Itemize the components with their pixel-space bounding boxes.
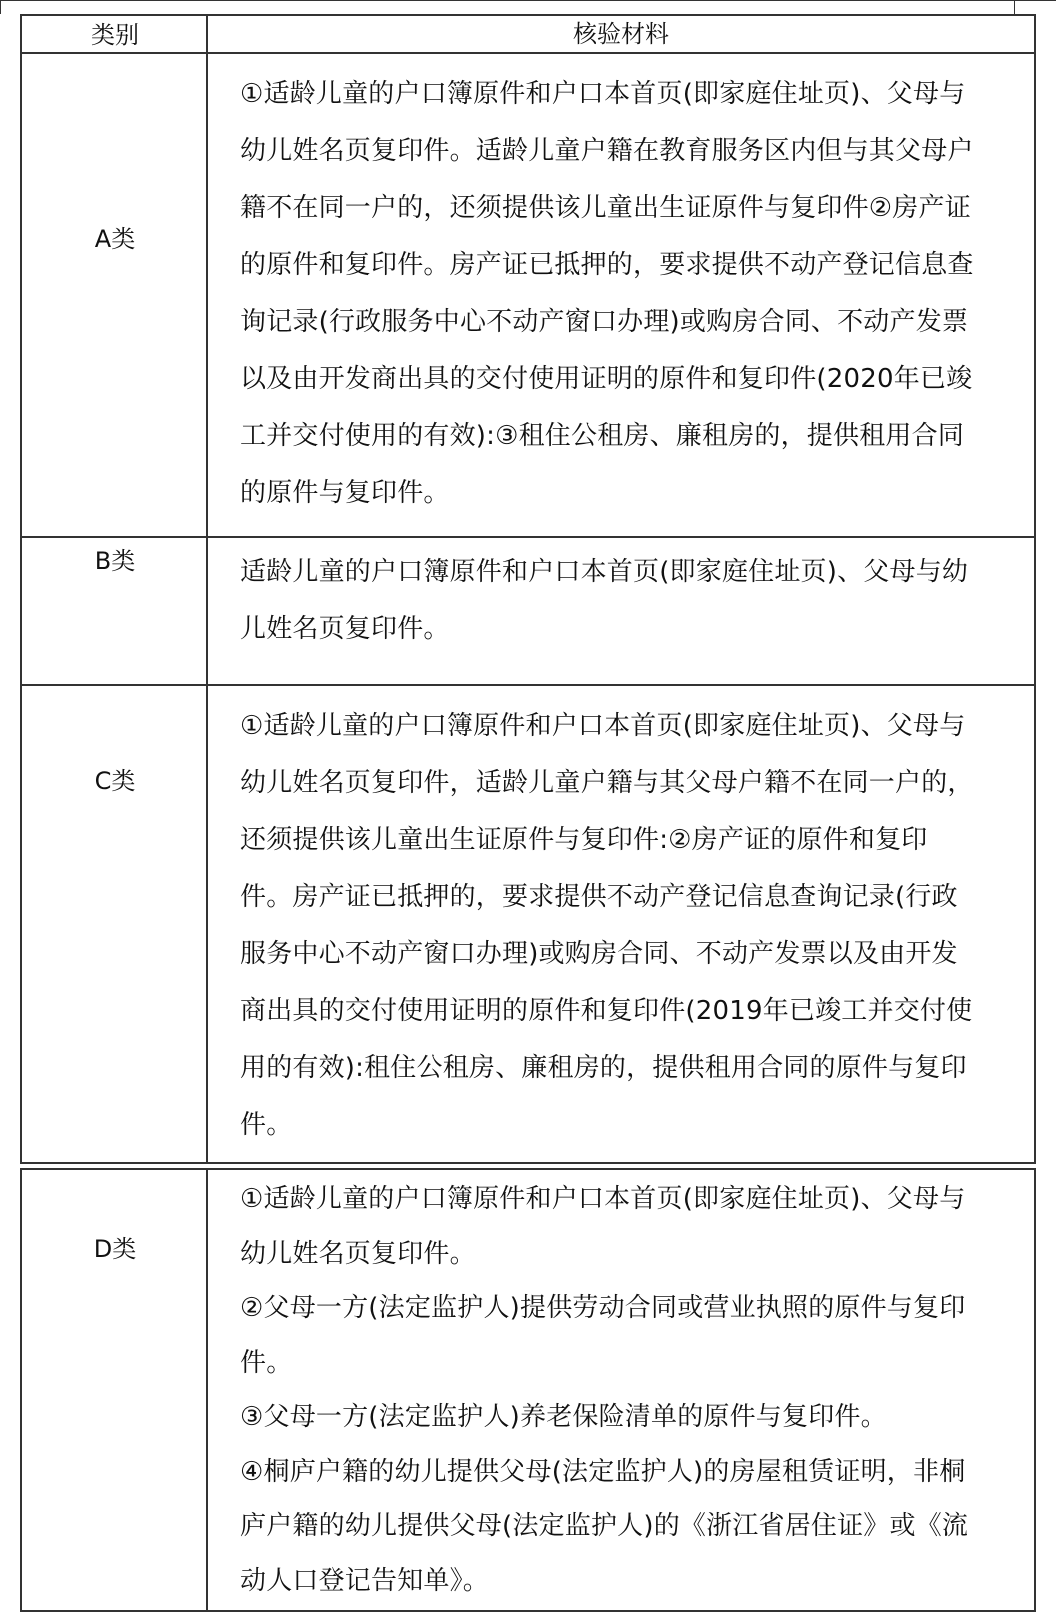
materials-cell-b (208, 538, 1034, 684)
header-category-label: 类别 (91, 21, 139, 49)
page-top-border (0, 0, 1056, 1)
category-cell-d (22, 1170, 208, 1610)
table-row-d (20, 1168, 1036, 1612)
category-cell-c (22, 686, 208, 1162)
materials-line: 的原件和复印件。房产证已抵押的，要求提供不动产登记信息查 (240, 250, 974, 280)
table-row-c (20, 684, 1036, 1164)
page-corner-mark-right (1014, 0, 1015, 14)
materials-line: 儿姓名页复印件。 (240, 614, 450, 644)
materials-line: ②父母一方(法定监护人)提供劳动合同或营业执照的原件与复印 (240, 1293, 966, 1323)
materials-cell-d (208, 1170, 1034, 1610)
table-row-a (20, 52, 1036, 538)
materials-line: 以及由开发商出具的交付使用证明的原件和复印件(2020年已竣 (240, 364, 973, 394)
category-label: D类 (93, 1235, 137, 1263)
materials-line: 件。房产证已抵押的，要求提供不动产登记信息查询记录(行政 (240, 882, 958, 912)
category-label: A类 (94, 225, 136, 253)
materials-line: 服务中心不动产窗口办理)或购房合同、不动产发票以及由开发 (240, 939, 958, 969)
category-label: B类 (94, 547, 136, 575)
category-label: C类 (94, 767, 136, 795)
materials-line: 商出具的交付使用证明的原件和复印件(2019年已竣工并交付使 (240, 996, 973, 1026)
materials-cell-c (208, 686, 1034, 1162)
page-corner-mark-left (0, 0, 1, 14)
materials-line: ④桐庐户籍的幼儿提供父母(法定监护人)的房屋租赁证明，非桐 (240, 1456, 966, 1487)
materials-line: 件。 (240, 1110, 293, 1140)
materials-line: ①适龄儿童的户口簿原件和户口本首页(即家庭住址页)、父母与 (240, 1184, 966, 1214)
materials-cell-a (208, 54, 1034, 536)
materials-line: 工并交付使用的有效):③租住公租房、廉租房的，提供租用合同 (240, 421, 965, 451)
materials-line: 件。 (240, 1347, 293, 1378)
materials-line: 庐户籍的幼儿提供父母(法定监护人)的《浙江省居住证》或《流 (240, 1511, 969, 1541)
materials-line: 适龄儿童的户口簿原件和户口本首页(即家庭住址页)、父母与幼 (240, 557, 969, 587)
header-materials-cell (208, 16, 1034, 52)
materials-line: 询记录(行政服务中心不动产窗口办理)或购房合同、不动产发票 (240, 307, 969, 337)
materials-line: 籍不在同一户的，还须提供该儿童出生证原件与复印件②房产证 (240, 193, 971, 223)
materials-line: 用的有效):租住公租房、廉租房的，提供租用合同的原件与复印 (240, 1053, 967, 1083)
materials-line: 动人口登记告知单》。 (240, 1565, 490, 1596)
materials-line: ①适龄儿童的户口簿原件和户口本首页(即家庭住址页)、父母与 (240, 79, 966, 109)
materials-line: ①适龄儿童的户口簿原件和户口本首页(即家庭住址页)、父母与 (240, 711, 966, 741)
header-materials-label: 核验材料 (573, 20, 669, 48)
category-cell-a (22, 54, 208, 536)
category-cell-b (22, 538, 208, 684)
table-header-row (20, 14, 1036, 54)
materials-line: ③父母一方(法定监护人)养老保险清单的原件与复印件。 (240, 1402, 887, 1432)
materials-line: 的原件与复印件。 (240, 478, 450, 508)
materials-line: 幼儿姓名页复印件。 (240, 1238, 476, 1269)
header-category-cell (22, 16, 208, 52)
table-row-b (20, 536, 1036, 686)
materials-line: 还须提供该儿童出生证原件与复印件:②房产证的原件和复印 (240, 825, 928, 855)
materials-line: 幼儿姓名页复印件，适龄儿童户籍与其父母户籍不在同一户的， (240, 768, 974, 798)
materials-line: 幼儿姓名页复印件。适龄儿童户籍在教育服务区内但与其父母户 (240, 136, 974, 166)
